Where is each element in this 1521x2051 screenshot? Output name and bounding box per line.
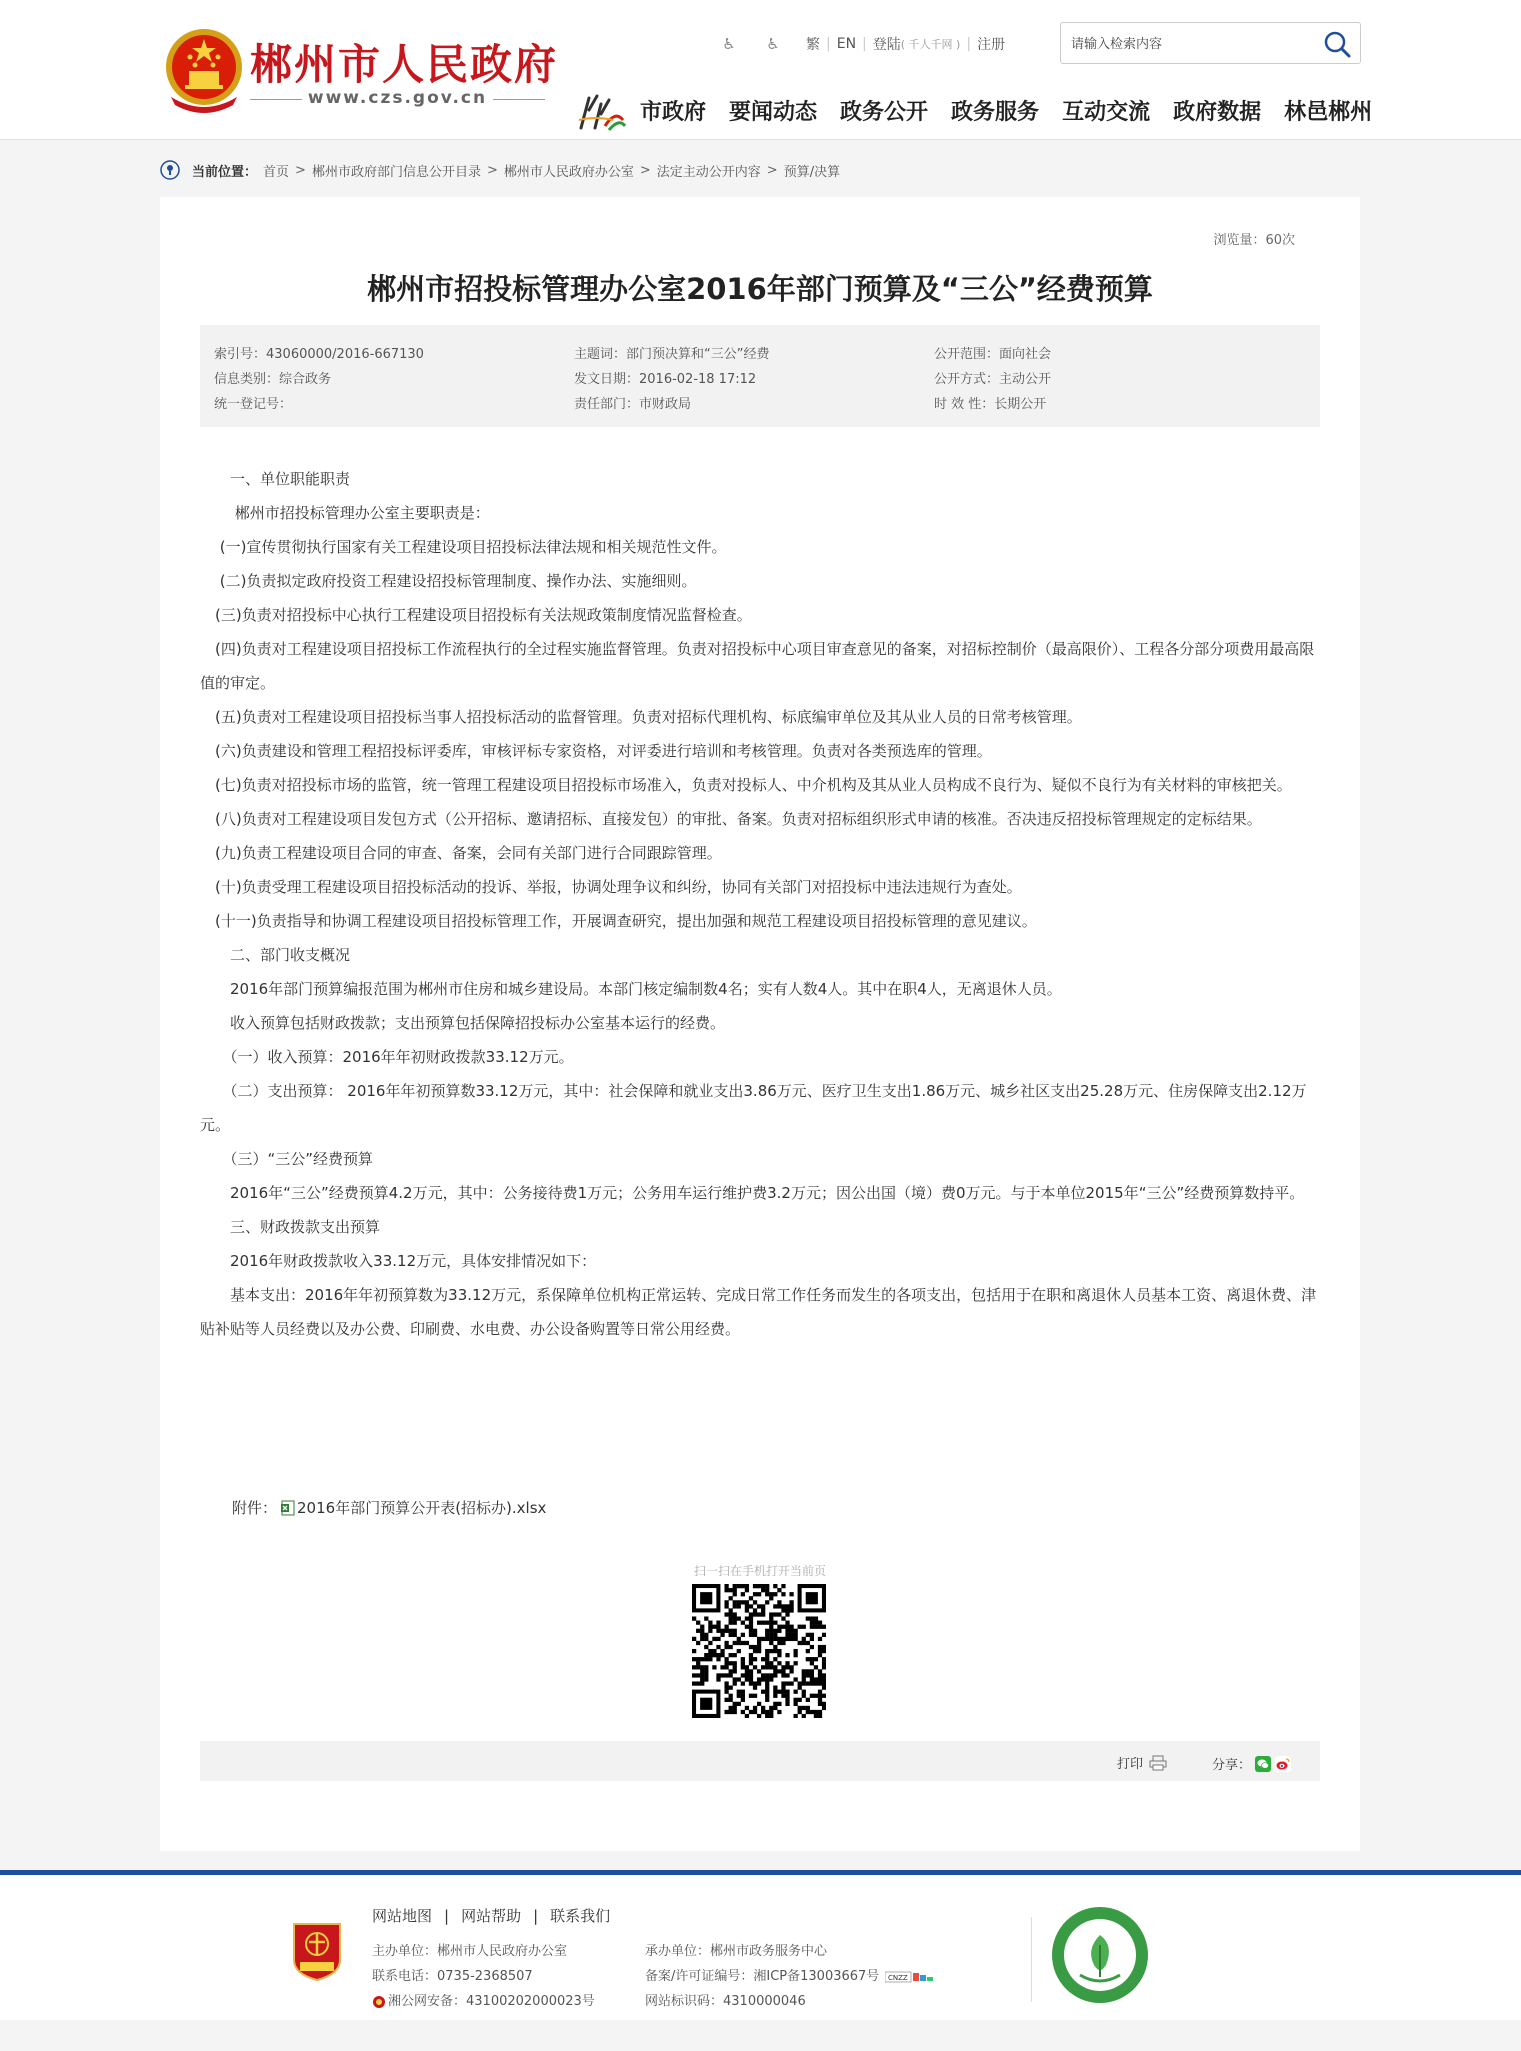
article-title: 郴州市招投标管理办公室2016年部门预算及“三公”经费预算 bbox=[367, 272, 1153, 306]
view-count: 浏览量：60次 bbox=[1213, 233, 1295, 248]
divider: | bbox=[966, 36, 972, 52]
nav-item-gov-services[interactable]: 政务服务 bbox=[951, 100, 1040, 125]
action-bar bbox=[200, 1741, 1320, 1781]
breadcrumb-separator: > bbox=[766, 162, 778, 178]
footer-icp[interactable]: 备案/许可证编号：湘ICP备13003667号 bbox=[645, 1969, 880, 1984]
divider: | bbox=[533, 1906, 539, 1925]
paragraph: (三)负责对招投标中心执行工程建设项目招投标有关法规政策制度情况监督检查。 bbox=[200, 606, 752, 624]
footer-divider bbox=[1031, 1917, 1032, 2002]
attachment-link[interactable]: 2016年部门预算公开表(招标办).xlsx bbox=[297, 1499, 547, 1517]
breadcrumb-separator: > bbox=[295, 162, 306, 178]
paragraph: (十一)负责指导和协调工程建设项目招投标管理工作，开展调查研究，提出加强和规范工程建设项目招投标管理的意见建议。 bbox=[200, 912, 1037, 930]
paragraph: 2016年“三公”经费预算4.2万元，其中：公务接待费1万元；公务用车运行维护费3.2万元；因公出国（境）费0万元。与于本单位2015年“三公”经费预算数持平。 bbox=[200, 1184, 1305, 1202]
meta-subject: 主题词：部门预决算和“三公”经费 bbox=[574, 347, 770, 362]
breadcrumb-label: 当前位置： bbox=[192, 164, 258, 180]
nav-logo-icon bbox=[575, 90, 627, 134]
share-group bbox=[1212, 1754, 1291, 1773]
footer-link-help[interactable]: 网站帮助 bbox=[461, 1907, 522, 1925]
main-nav bbox=[640, 95, 1372, 126]
footer-icp-row bbox=[645, 1964, 935, 1989]
site-title[interactable]: 郴州市人民政府 bbox=[250, 40, 559, 89]
attachment bbox=[232, 1497, 546, 1518]
paragraph: （三）“三公”经费预算 bbox=[200, 1150, 374, 1168]
nav-item-city-gov[interactable]: 市政府 bbox=[640, 100, 707, 125]
accessibility-icon[interactable]: ♿ bbox=[722, 35, 736, 53]
breadcrumb bbox=[160, 160, 840, 180]
excel-file-icon bbox=[280, 1500, 296, 1516]
meta-scope: 公开范围：面向社会 bbox=[934, 347, 1052, 362]
footer-phone: 联系电话：0735-2368507 bbox=[372, 1969, 533, 1984]
divider: | bbox=[862, 36, 867, 52]
meta-dept: 责任部门：市财政局 bbox=[574, 397, 692, 412]
search-icon[interactable] bbox=[1322, 29, 1352, 59]
nav-item-gov-data[interactable]: 政府数据 bbox=[1173, 100, 1262, 125]
paragraph: 三、财政拨款支出预算 bbox=[200, 1218, 381, 1236]
nav-item-linyi-chenzhou[interactable]: 林邑郴州 bbox=[1284, 100, 1373, 125]
paragraph: (八)负责对工程建设项目发包方式（公开招标、邀请招标、直接发包）的审批、备案。负责对招标组织形式申请的核准。否决违反招投标管理规定的定标结果。 bbox=[200, 810, 1262, 828]
paragraph: 郴州市招投标管理办公室主要职责是： bbox=[200, 504, 490, 522]
site-header bbox=[0, 0, 1521, 140]
divider: | bbox=[826, 36, 831, 52]
paragraph: 2016年部门预算编报范围为郴州市住房和城乡建设局。本部门核定编制数4名；实有人数4人。其中在职4人，无离退休人员。 bbox=[200, 980, 1062, 998]
meta-index-no: 索引号：43060000/2016-667130 bbox=[214, 347, 424, 362]
cnzz-stat-icon[interactable] bbox=[885, 1971, 935, 1983]
english-link[interactable]: EN bbox=[836, 36, 857, 52]
breadcrumb-item-budget[interactable]: 预算/决算 bbox=[783, 164, 841, 180]
footer-info-left bbox=[372, 1939, 595, 2014]
paragraph: (二)负责拟定政府投资工程建设招投标管理制度、操作办法、实施细则。 bbox=[200, 572, 697, 590]
traditional-chinese-link[interactable]: 繁 bbox=[806, 37, 820, 53]
paragraph: (五)负责对工程建设项目招投标当事人招投标活动的监督管理。负责对招标代理机构、标底编审单位及其从业人员的日常考核管理。 bbox=[200, 708, 1082, 726]
paragraph: 二、部门收支概况 bbox=[200, 946, 351, 964]
divider: | bbox=[444, 1906, 450, 1925]
paragraph: 基本支出：2016年年初预算数为33.12万元，系保障单位机构正常运转、完成日常工作任务而发生的各项支出，包括用于在职和离退休人员基本工资、离退休费、津贴补贴等人员经费以及办公费、印刷费、水电费、办公设备购置等日常公用经费。 bbox=[200, 1286, 1317, 1338]
location-pin-icon bbox=[160, 160, 180, 180]
search-input[interactable] bbox=[1071, 33, 1311, 55]
meta-col-3 bbox=[934, 342, 1051, 417]
svg-text:CNZZ: CNZZ bbox=[888, 1973, 909, 1982]
register-link[interactable]: 注册 bbox=[977, 37, 1006, 53]
nav-item-gov-affairs-open[interactable]: 政务公开 bbox=[840, 100, 929, 125]
article-body bbox=[200, 462, 1320, 1346]
qr-label: 扫一扫在手机打开当前页 bbox=[693, 1564, 826, 1578]
printer-icon bbox=[1149, 1755, 1167, 1771]
footer-organizer: 承办单位：郴州市政务服务中心 bbox=[645, 1944, 828, 1959]
breadcrumb-item-office[interactable]: 郴州市人民政府办公室 bbox=[503, 164, 634, 180]
paragraph: (六)负责建设和管理工程招投标评委库，审核评标专家资格，对评委进行培训和考核管理。负责对各类预选库的管理。 bbox=[200, 742, 992, 760]
nav-item-news[interactable]: 要闻动态 bbox=[729, 100, 818, 125]
article-meta bbox=[200, 325, 1320, 427]
breadcrumb-item-directory[interactable]: 郴州市政府部门信息公开目录 bbox=[311, 164, 481, 180]
article-card bbox=[160, 197, 1360, 1851]
paragraph: (一)宣传贯彻执行国家有关工程建设项目招投标法律法规和相关规范性文件。 bbox=[200, 538, 727, 556]
meta-col-1 bbox=[214, 342, 424, 417]
breadcrumb-item-mandatory[interactable]: 法定主动公开内容 bbox=[656, 164, 761, 180]
meta-unified-no: 统一登记号： bbox=[214, 397, 293, 412]
top-toolbar bbox=[718, 32, 1005, 56]
footer-link-contact[interactable]: 联系我们 bbox=[550, 1907, 611, 1925]
paragraph: (九)负责工程建设项目合同的审查、备案，会同有关部门进行合同跟踪管理。 bbox=[200, 844, 722, 862]
attachment-label: 附件： bbox=[232, 1499, 278, 1517]
meta-method: 公开方式：主动公开 bbox=[934, 372, 1052, 387]
login-link[interactable]: 登陆 bbox=[872, 37, 901, 53]
footer-police[interactable]: 湘公网安备：43100202000023号 bbox=[388, 1994, 595, 2009]
weibo-icon[interactable] bbox=[1275, 1756, 1291, 1772]
police-badge-icon[interactable] bbox=[372, 1995, 386, 2009]
footer-info-right bbox=[645, 1939, 935, 2014]
search-box bbox=[1060, 22, 1361, 64]
meta-col-2 bbox=[574, 342, 769, 417]
paragraph: (七)负责对招投标市场的监管，统一管理工程建设项目招投标市场准入，负责对投标人、中介机构及其从业人员构成不良行为、疑似不良行为有关材料的审核把关。 bbox=[200, 776, 1292, 794]
footer-police-row bbox=[372, 1989, 595, 2014]
paragraph: 一、单位职能职责 bbox=[200, 470, 351, 488]
site-url: www.czs.gov.cn bbox=[250, 88, 545, 108]
paragraph: （一）收入预算：2016年年初财政拨款33.12万元。 bbox=[200, 1048, 574, 1066]
print-button[interactable] bbox=[1117, 1753, 1167, 1772]
meta-category: 信息类别：综合政务 bbox=[214, 372, 332, 387]
login-note: ( 千人千网 ) bbox=[900, 38, 961, 51]
paragraph: 2016年财政拨款收入33.12万元，具体安排情况如下： bbox=[200, 1252, 597, 1270]
paragraph: (十)负责受理工程建设项目招投标活动的投诉、举报，协调处理争议和纠纷，协同有关部门对招投标中违法违规行为查处。 bbox=[200, 878, 1022, 896]
print-label: 打印 bbox=[1117, 1757, 1144, 1772]
national-emblem-icon[interactable] bbox=[163, 25, 245, 113]
footer-host: 主办单位：郴州市人民政府办公室 bbox=[372, 1944, 568, 1959]
breadcrumb-separator: > bbox=[486, 162, 498, 178]
share-label: 分享： bbox=[1212, 1758, 1252, 1773]
paragraph: 收入预算包括财政拨款；支出预算包括保障招投标办公室基本运行的经费。 bbox=[200, 1014, 726, 1032]
footer-links bbox=[372, 1905, 610, 1926]
nav-item-interaction[interactable]: 互动交流 bbox=[1062, 100, 1151, 125]
party-gov-badge-icon[interactable] bbox=[290, 1920, 344, 1982]
wheelchair-icon[interactable]: ♿ bbox=[766, 35, 780, 53]
qr-code bbox=[692, 1584, 826, 1718]
site-footer bbox=[0, 1870, 1521, 2020]
footer-site-id: 网站标识码：4310000046 bbox=[645, 1994, 806, 2009]
meta-date: 发文日期：2016-02-18 17:12 bbox=[574, 372, 757, 387]
meta-validity: 时 效 性：长期公开 bbox=[934, 397, 1047, 412]
footer-link-sitemap[interactable]: 网站地图 bbox=[372, 1907, 433, 1925]
civilized-city-badge-icon[interactable] bbox=[1050, 1905, 1150, 2005]
paragraph: (四)负责对工程建设项目招投标工作流程执行的全过程实施监督管理。负责对招投标中心项目审查意见的备案，对招标控制价（最高限价）、工程各分部分项费用最高限值的审定。 bbox=[200, 640, 1315, 692]
breadcrumb-separator: > bbox=[639, 162, 651, 178]
breadcrumb-item-home[interactable]: 首页 bbox=[263, 164, 290, 180]
wechat-icon[interactable] bbox=[1255, 1756, 1271, 1772]
bottom-strip bbox=[0, 2025, 1521, 2051]
paragraph: （二）支出预算： 2016年年初预算数33.12万元，其中：社会保障和就业支出3.86万元、医疗卫生支出1.86万元、城乡社区支出25.28万元、住房保障支出2.12万元。 bbox=[200, 1082, 1307, 1134]
